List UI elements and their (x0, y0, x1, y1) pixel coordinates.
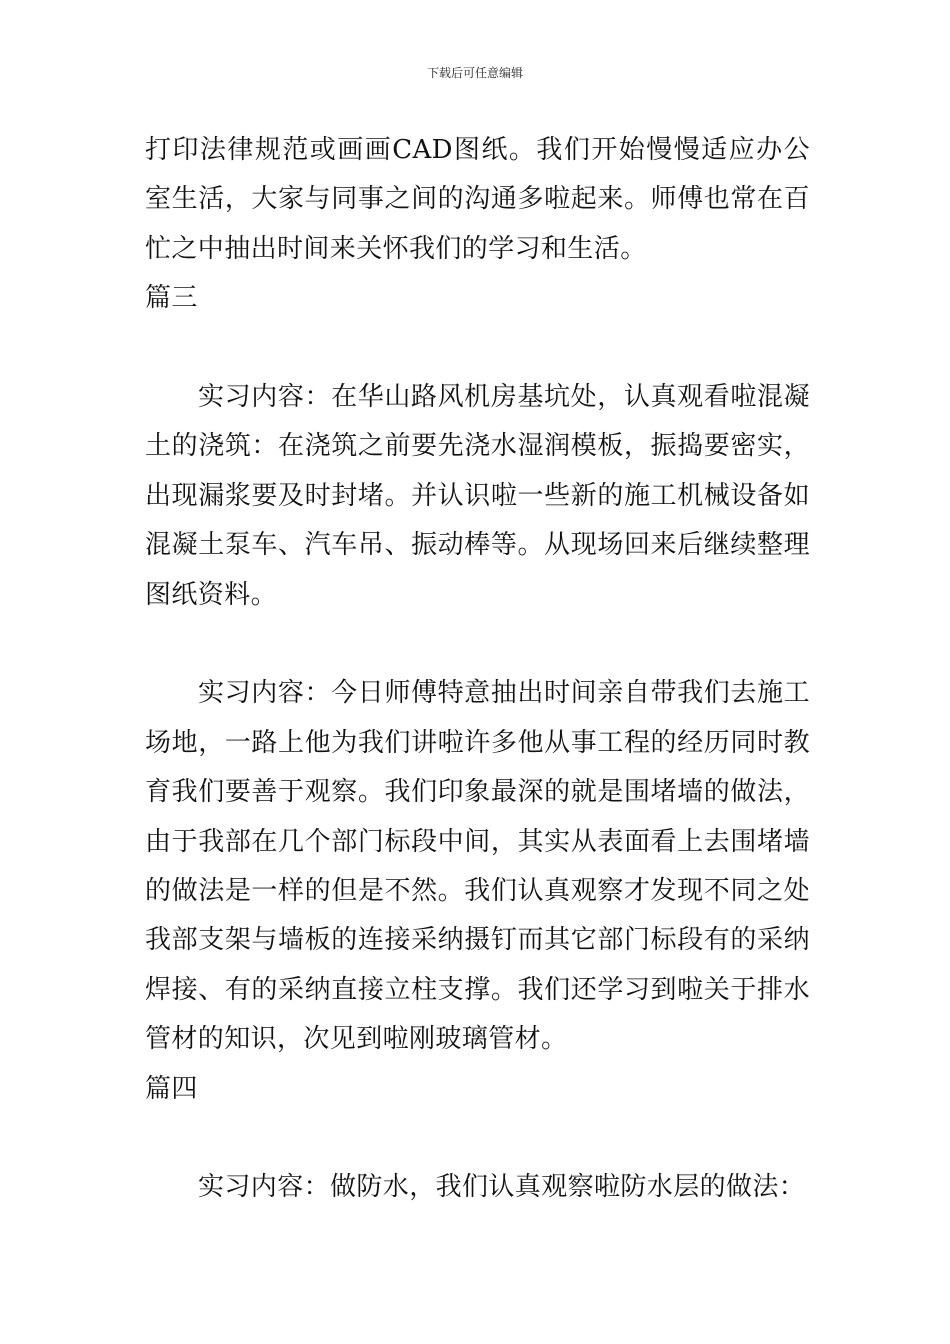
section-heading-3: 篇三 (145, 283, 198, 314)
document-body (145, 126, 810, 1213)
page-header: 下载后可任意编辑 (426, 66, 523, 80)
section-heading-4: 篇四 (145, 1073, 198, 1104)
paragraph-internship-3: 实习内容：做防水，我们认真观察啦防水层的做法： (198, 1172, 806, 1203)
blank-line (145, 324, 810, 373)
blank-line (145, 1114, 810, 1163)
paragraph-continued: 打印法律规范或画画CAD图纸。我们开始慢慢适应办公室生活，大家与同事之间的沟通多啦起来。师傅也常在百忙之中抽出时间来关怀我们的学习和生活。 (145, 135, 810, 264)
paragraph-internship-2: 实习内容：今日师傅特意抽出时间亲自带我们去施工场地，一路上他为我们讲啦许多他从事工程的经历同时教育我们要善于观察。我们印象最深的就是围堵墙的做法，由于我部在几个部门标段中间，其实从表面看上去围堵墙的做法是一样的但是不然。我们认真观察才发现不同之处我部支架与墙板的连接采纳摄钉而其它部门标段有的采纳焊接、有的采纳直接立柱支撑。我们还学习到啦关于排水管材的知识，次见到啦刚玻璃管材。 (145, 678, 810, 1055)
blank-line (145, 620, 810, 669)
paragraph-internship-1: 实习内容：在华山路风机房基坑处，认真观看啦混凝土的浇筑：在浇筑之前要先浇水湿润模板，振捣要密实，出现漏浆要及时封堵。并认识啦一些新的施工机械设备如混凝土泵车、汽车吊、振动棒等。从现场回来后继续整理图纸资料。 (145, 382, 810, 610)
